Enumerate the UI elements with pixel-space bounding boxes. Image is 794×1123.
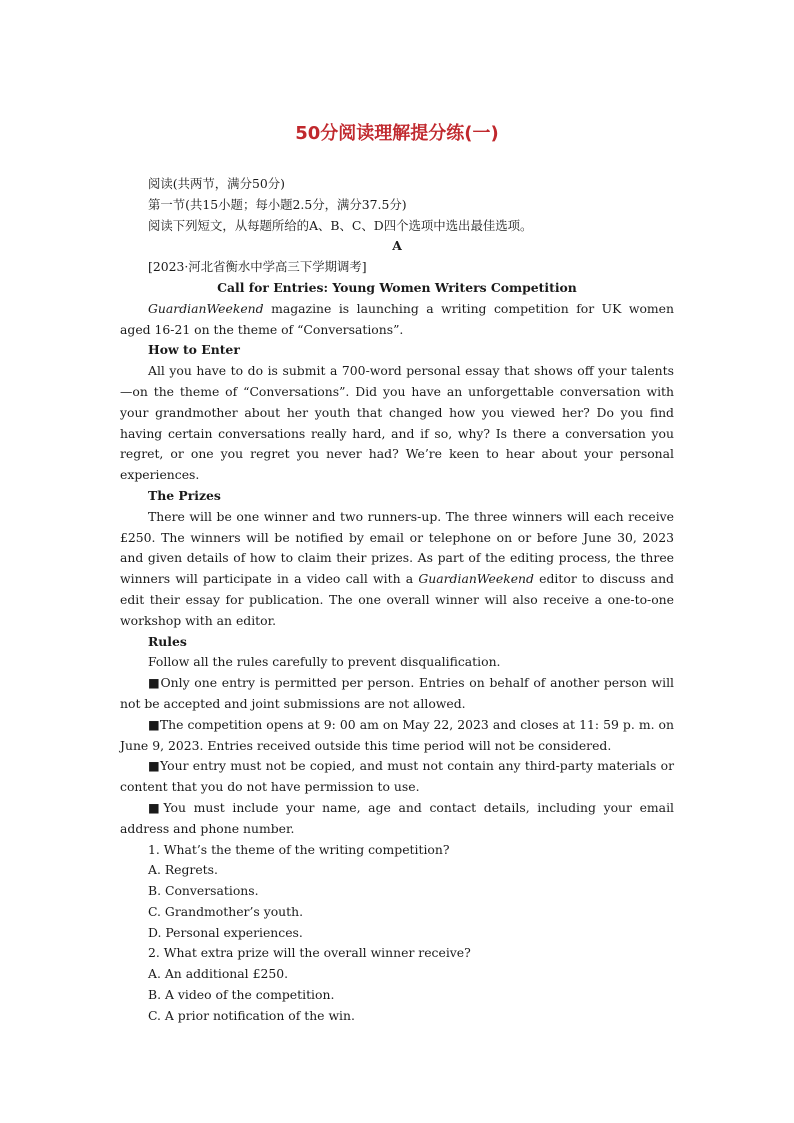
question-1-option-b: B. Conversations. <box>148 883 259 899</box>
question-1-option-c: C. Grandmother’s youth. <box>148 903 304 919</box>
passage-heading: Call for Entries: Young Women Writers Competition <box>217 279 577 295</box>
section-intro-line: 阅读(共两节，满分50分) <box>148 176 285 191</box>
question-1: 1. What’s the theme of the writing competition? <box>148 841 450 857</box>
rule-item: ■You must include your name, age and contact details, including your email address and phone number. <box>120 799 674 836</box>
question-2-option-a: A. An additional £250. <box>148 966 289 982</box>
prizes-text-part1: There will be one winner and two runners-up. The three winners will each receive £250. The winners will be notified by email or telephone on or before June 30, 2023 and given details of how to claim their prizes. As part of the editing process, the three winners will participate in a video call with a <box>120 508 674 587</box>
page-title: 50分阅读理解提分练(一) <box>295 123 499 144</box>
rules-intro: Follow all the rules carefully to prevent disqualification. <box>148 654 501 670</box>
document-content <box>120 120 674 1027</box>
prizes-heading: The Prizes <box>148 487 221 503</box>
rules-heading: Rules <box>148 633 187 649</box>
question-1-option-a: A. Regrets. <box>148 862 218 878</box>
magazine-name: GuardianWeekend <box>418 571 534 587</box>
prizes-paragraph <box>120 507 674 632</box>
question-1-option-d: D. Personal experiences. <box>148 924 303 940</box>
intro-paragraph-text: magazine is launching a writing competition for UK women aged 16-21 on the theme of “Conversations”. <box>120 300 674 337</box>
rule-item: ■The competition opens at 9: 00 am on May 22, 2023 and closes at 11: 59 p. m. on June 9, 2023. Entries received outside this time period will not be considered. <box>120 716 674 753</box>
passage-label: A <box>392 238 402 254</box>
question-2-option-b: B. A video of the competition. <box>148 987 335 1003</box>
how-to-enter-paragraph: All you have to do is submit a 700-word personal essay that shows off your talents—on the theme of “Conversations”. Did you have an unforgettable conversation with your grandmother about her youth that changed how you viewed her? Do you find having certain conversations really hard, and if so, why? Is there a conversation you regret, or one you regret you never had? We’re keen to hear about your personal experiences. <box>120 363 674 483</box>
how-to-enter-heading: How to Enter <box>148 342 240 358</box>
section-scoring-line: 第一节(共15小题；每小题2.5分，满分37.5分) <box>148 196 407 212</box>
rule-item: ■Your entry must not be copied, and must not contain any third-party materials or content that you do not have permission to use. <box>120 758 674 795</box>
question-2-option-c: C. A prior notification of the win. <box>148 1007 355 1023</box>
magazine-name: GuardianWeekend <box>148 300 264 316</box>
passage-source: [2023·河北省衡水中学高三下学期调考] <box>148 259 367 275</box>
instructions-line: 阅读下列短文，从每题所给的A、B、C、D四个选项中选出最佳选项。 <box>148 217 533 233</box>
prizes-text-part2: editor to discuss and edit their essay for publication. The one overall winner will also receive a one-to-one workshop with an editor. <box>120 571 674 628</box>
intro-paragraph <box>120 299 674 341</box>
rule-item: ■Only one entry is permitted per person. Entries on behalf of another person will not be accepted and joint submissions are not allowed. <box>120 675 674 711</box>
question-2: 2. What extra prize will the overall winner receive? <box>148 945 471 961</box>
